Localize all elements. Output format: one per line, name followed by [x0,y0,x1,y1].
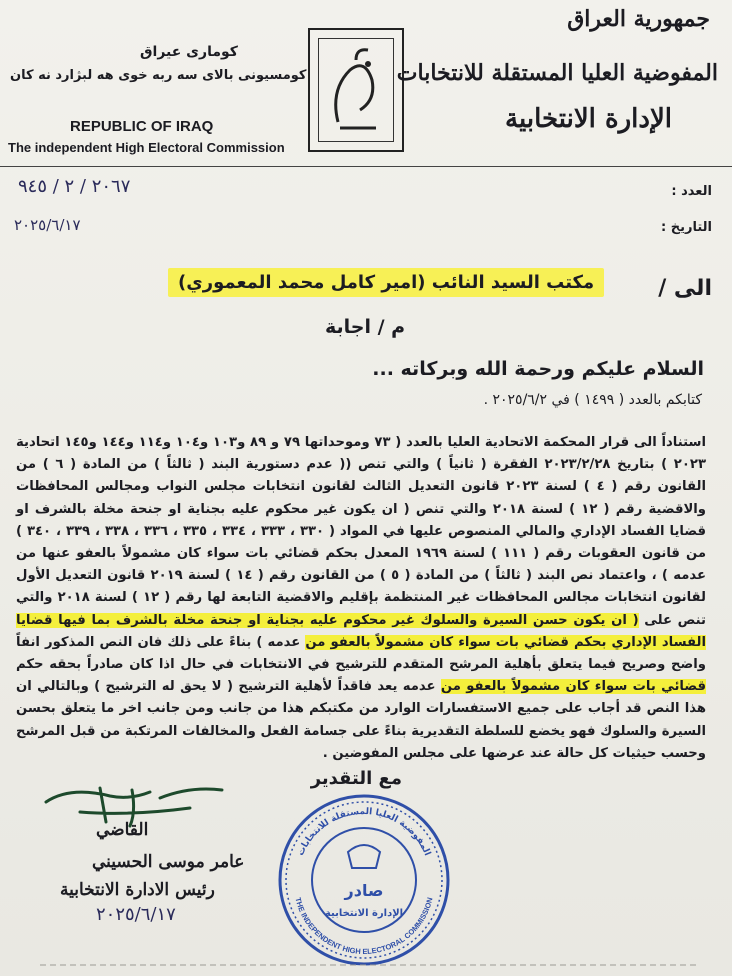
recipient-name: مكتب السيد النائب (امير كامل محمد المعموري) [168,268,604,297]
highlighted-clause-1: ( ان يكون حسن السيرة والسلوك غير محكوم عليه بجناية او جنحة مخلة بالشرف بما فيها قضايا الفساد الإداري بحكم قضائي بات سواء كان مشمولاً بالعفو من [16,612,707,650]
logo-emblem-icon [310,30,402,150]
official-stamp [276,792,452,968]
reference-line: كتابكم بالعدد ( ١٤٩٩ ) في ٢٠٢٥/٦/٢ . [483,392,702,408]
svg-text:المفوضية العليا المستقلة للانت [296,807,432,858]
body-paragraph-3: عدمه يعد فاقداً لأهلية الترشيح ( لا يحق له الترشيح ) وبالتالي ان هذا النص قد أجاب على جميع الاستفسارات الوارد من مكتبكم هذا من جانب ومن جانب اخر ما يتعلق بحسن السيرة والسلوك فهو يخضع للسلطة التقديرية بناءً على جسامة الفعل والمخالفات المرتكبة من قبل المرشح وحسب حيثيات كل حالة عند عرضها على مجلس المفوضين . [16,679,706,761]
signature-role: رئيس الادارة الانتخابية [60,880,215,900]
signature-date: ٢٠٢٥/٦/١٧ [96,904,176,925]
date-label: التاريخ : [661,220,712,235]
stamp-sub-text: الإدارة الانتخابية [324,908,404,919]
to-label: الى / [658,276,712,301]
closing-regards: مع التقدير [310,768,402,789]
body-paragraph-1: استناداً الى قرار المحكمة الاتحادية العليا بالعدد ( ٧٣ وموحداتها ٧٩ و ٨٩ و١٠٣ و١٠٤ و١١٤ و١٤٤ و١٤٥ اتحادية ٢٠٢٣ ) بتاريخ ٢٠٢٣/٢/٢٨ الفقرة ( ثانياً ) والتي تنص (( عدم دستورية البند ( ثالثاً ) من المادة ( ٦ ) من القانون رقم ( ٤ ) لسنة ٢٠٢٣ قانون التعديل الثالث لقانون انتخابات مجلس النواب ومجالس المحافظات والاقضية رقم ( ١٢ ) لسنة ٢٠١٨ والتي تنص ( ان يكون غير محكوم عليه بجناية او جنحة مخلة بالشرف او قضايا الفساد الإداري والمالي المنصوص عليها في المواد ( ٣٣٠ ، ٣٣٣ ، ٣٣٤ ، ٣٣٥ ، ٣٣٦ ، ٣٣٨ ، ٣٣٩ ، ٣٤٠ ) من قانون العقوبات رقم ( ١١١ ) لسنة ١٩٦٩ المعدل بحكم قضائي بات سواء كان مشمولاً بالعفو عنها من عدمه ) ، واعتماد نص البند ( ثالثاً ) من المادة ( ٥ ) من القانون رقم ( ١٤ ) لسنة ٢٠١٩ قانون التعديل الأول لقانون انتخابات مجالس المحافظات غير المنتظمة بإقليم والاقضية التابعة لها رقم ( ١٢ ) لسنة ٢٠١٨ والتي تنص على [16,435,707,628]
arabic-republic-title: جمهورية العراق [567,6,710,32]
english-subtitle: The independent High Electoral Commission [8,140,285,155]
header-divider [0,166,732,167]
footer-ornament [40,958,700,972]
kurdish-subtitle: كومسیونی بالای سه ربه خوی هه لبژارد نه كان [10,68,307,83]
eagle-emblem-icon [348,845,380,868]
signature-title: القاضي [96,820,149,840]
highlighted-clause-2: قضائي بات سواء كان مشمولاً بالعفو من [440,679,707,695]
body-paragraph-2: عدمه ) بناءً على ذلك فان النص المذكور انفاً واضح وصريح فيما يتعلق بأهلية المرشح المتقدم للترشيح في الانتخابات في حال اذا كان صادراً بحقه حكم [16,634,706,673]
number-label: العدد : [671,184,712,199]
signature-name: عامر موسى الحسيني [92,852,245,872]
greeting: السلام عليكم ورحمة الله وبركاته ... [372,358,704,380]
arabic-department-title: الإدارة الانتخابية [505,104,672,134]
subject-line: م / اجابة [325,316,406,338]
number-value: ٢٠٦٧ / ٢ / ٩٤٥ [18,176,131,197]
stamp-ring-arabic: المفوضية العليا المستقلة للانتخابات [295,806,433,858]
stamp-center-text: صادر [344,881,384,900]
english-title: REPUBLIC OF IRAQ [70,118,214,135]
stamp-ring-english: THE INDEPENDENT HIGH ELECTORAL COMMISSION [293,896,435,957]
date-value: ٢٠٢٥/٦/١٧ [14,216,81,234]
arabic-commission-title: المفوضية العليا المستقلة للانتخابات [396,60,718,86]
letter-body [16,432,706,765]
commission-logo [308,28,404,152]
kurdish-title: كوماری عیراق [140,44,238,60]
